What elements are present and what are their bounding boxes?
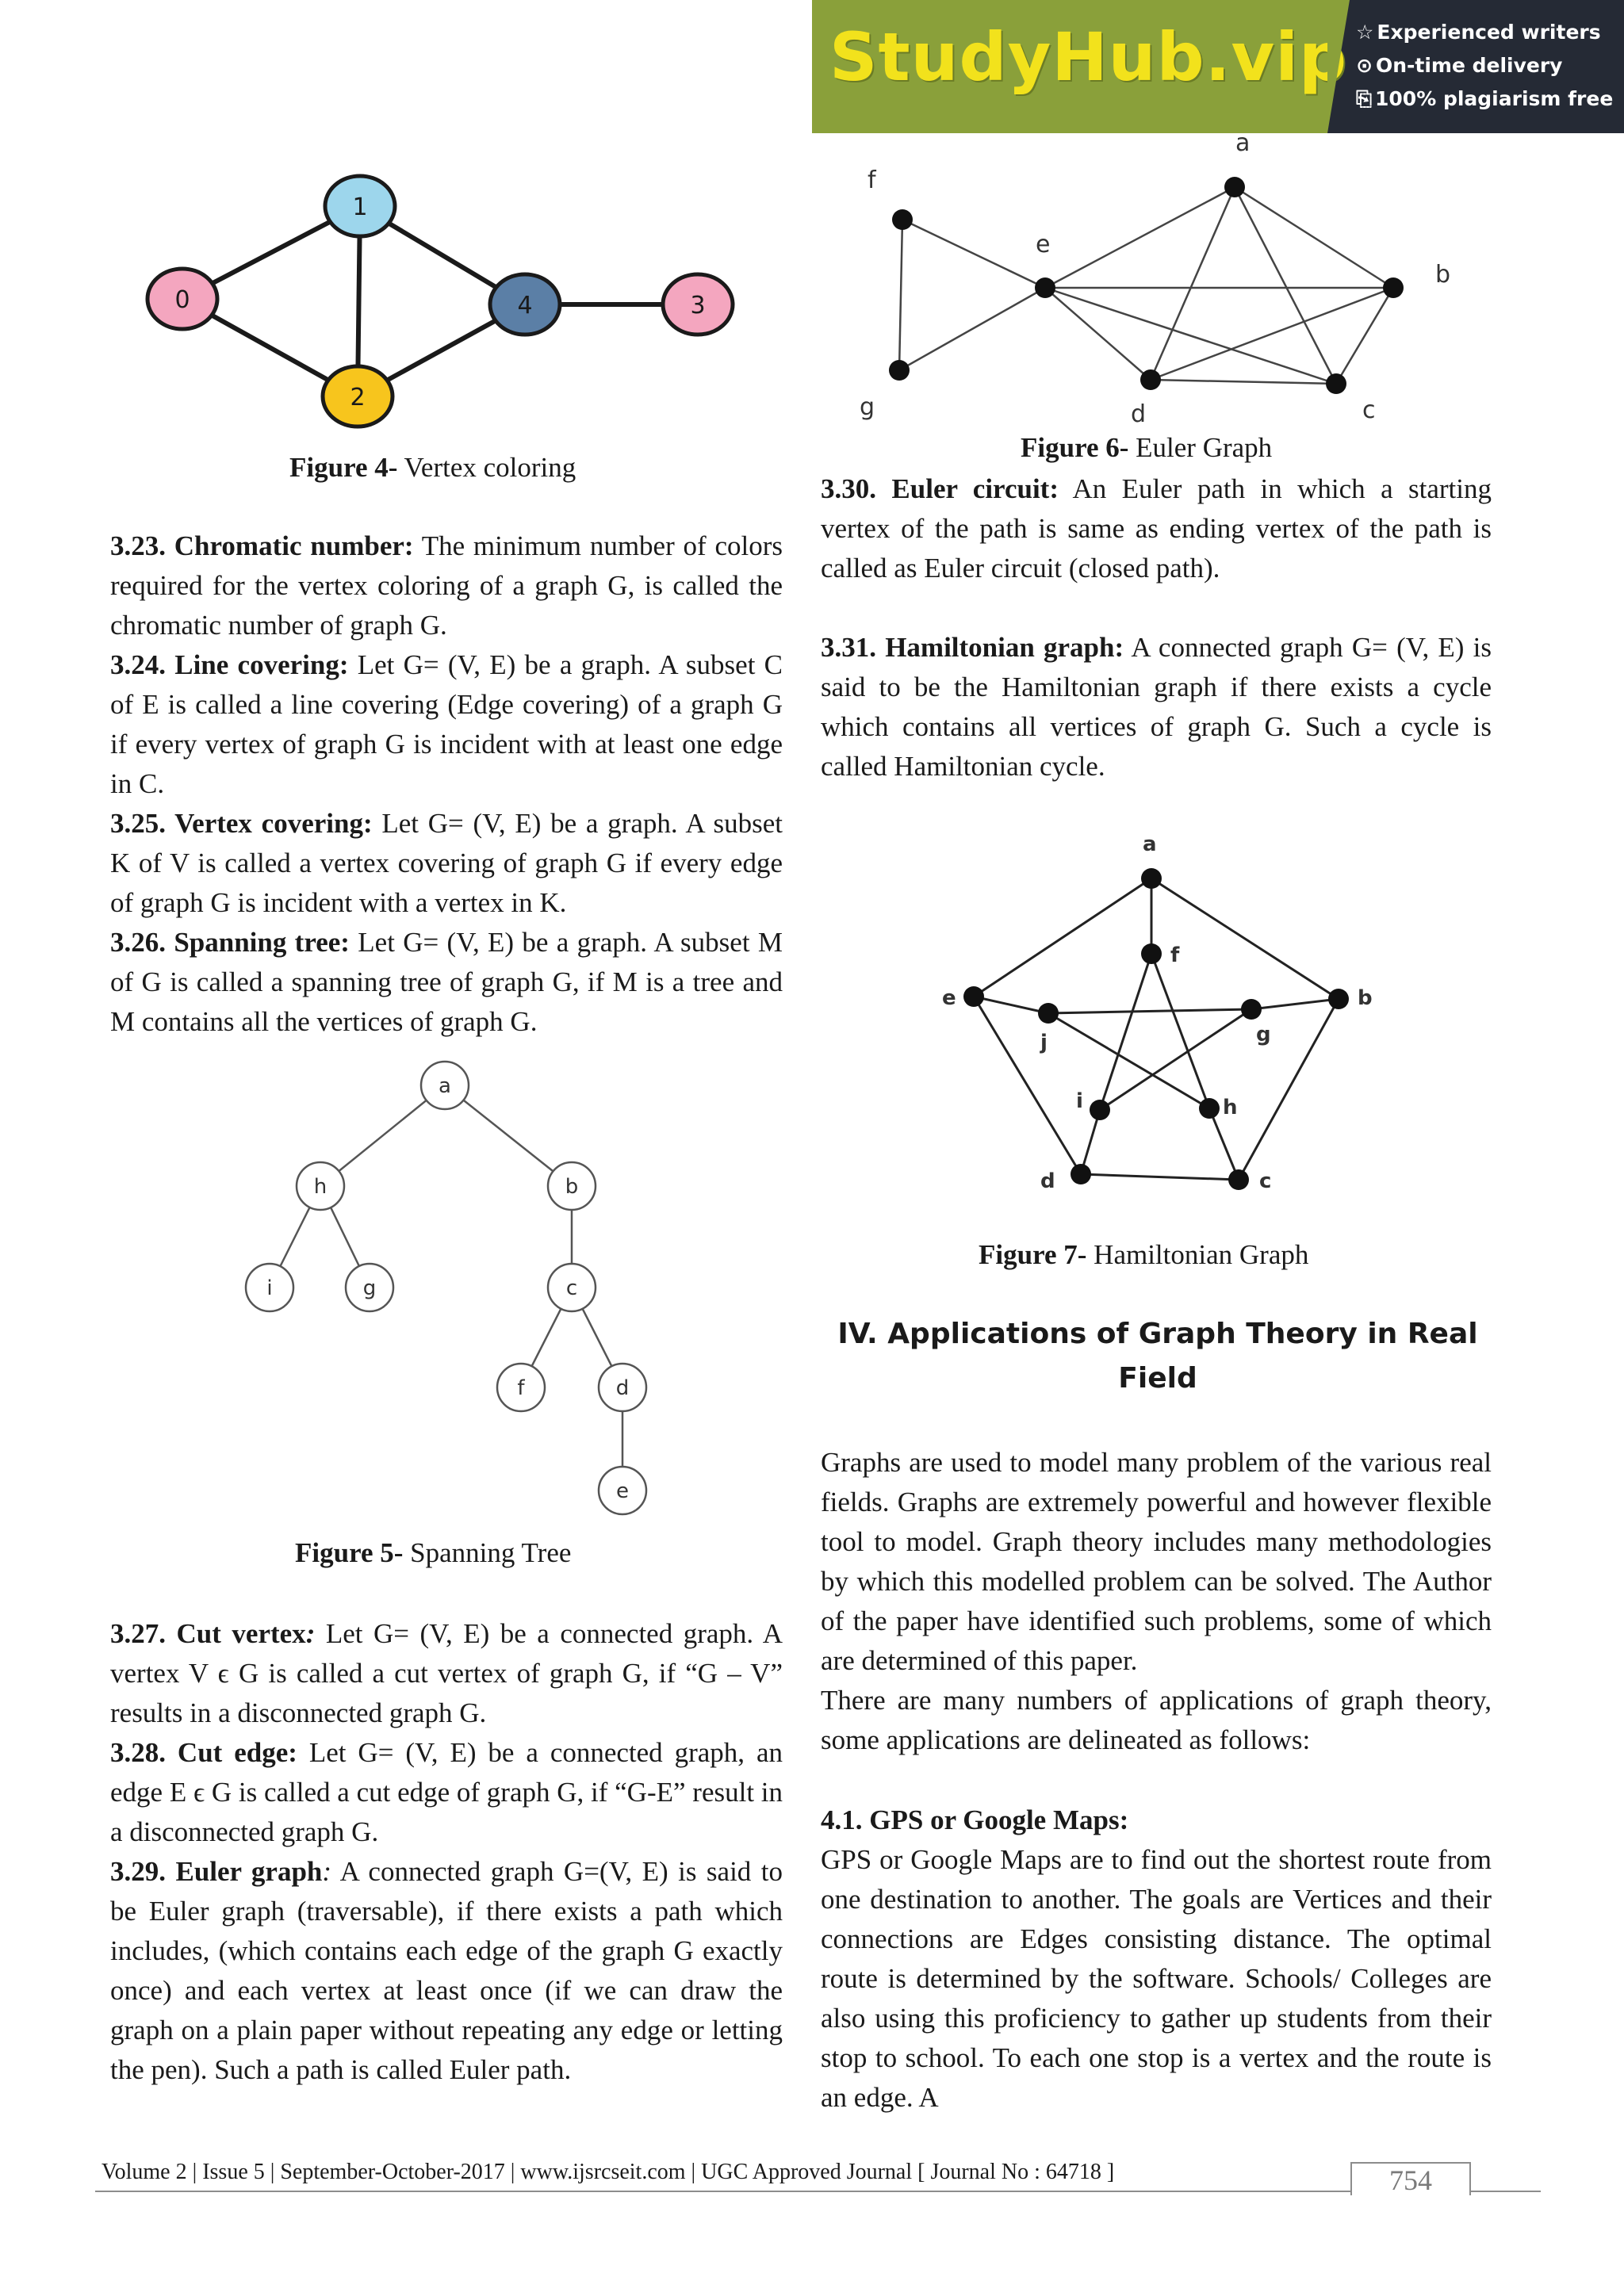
intro-paragraph (821, 1443, 1492, 1760)
star-icon: ☆ (1356, 21, 1374, 44)
caption-text: Hamiltonian Graph (1086, 1239, 1309, 1270)
node-label: 3 (690, 292, 706, 320)
banner-feature-label: On-time delivery (1375, 54, 1563, 77)
section-3-31 (821, 628, 1492, 786)
figure-4-caption (289, 452, 576, 484)
node-i (1090, 1100, 1110, 1120)
edge-d-c (1151, 380, 1336, 384)
node-label: g (1256, 1023, 1271, 1047)
section-3-27 (110, 1614, 783, 2090)
footer-citation: Volume 2 | Issue 5 | September-October-2017 | www.ijsrcseit.com | UGC Approved Journal [ Journal No : 64718 ] (102, 2160, 1115, 2184)
edge-e-j (974, 997, 1048, 1013)
node-label: f (517, 1376, 525, 1400)
edge-b-g (1251, 999, 1339, 1009)
term-definition: Let G= (V, E) be a connected graph, an edge E ϵ G is called a cut edge of graph G, if “G-E” result in a disconnected graph G. (110, 1737, 783, 1847)
edge-g-e (899, 288, 1045, 370)
edge-g-i (1100, 1009, 1251, 1110)
node-c (1326, 373, 1346, 394)
node-label: g (362, 1276, 377, 1300)
edge-e-a (974, 878, 1151, 997)
figure-6-graph (841, 127, 1491, 428)
edge-e-a (1045, 187, 1235, 288)
node-label: f (1170, 943, 1180, 967)
banner-feature-label: Experienced writers (1377, 21, 1601, 44)
node-f (1141, 943, 1162, 964)
node-f (892, 209, 913, 230)
caption-text: Spanning Tree (403, 1537, 572, 1568)
edge-a-b (1151, 878, 1339, 999)
node-label: c (1259, 1169, 1272, 1193)
section-heading: IV. Applications of Graph Theory in Real Field (837, 1318, 1478, 1395)
document-icon: ⎘ (1356, 87, 1373, 110)
node-g (889, 360, 910, 381)
node-label: 2 (350, 384, 366, 411)
edge-h-j (1048, 1013, 1209, 1108)
node-d (1071, 1164, 1091, 1184)
section-3-23 (110, 526, 783, 1042)
node-label: h (1223, 1096, 1238, 1119)
node-a (1141, 868, 1162, 889)
section-3-30 (821, 469, 1492, 588)
node-b (1328, 989, 1349, 1009)
node-label: b (1358, 986, 1373, 1010)
node-label: d (1131, 400, 1147, 428)
node-label: b (565, 1175, 579, 1199)
term-label: 3.28. Cut edge: (110, 1737, 297, 1768)
edge-a-b (1235, 187, 1393, 288)
edge-b-c (1336, 288, 1393, 384)
node-label: a (439, 1074, 451, 1098)
figure-6-caption (1021, 432, 1272, 464)
figure-4-graph (135, 163, 745, 436)
term-definition: Let G= (V, E) be a graph. A subset K of V is called a vertex covering of graph G if every edge of graph G is incident with a vertex in K. (110, 808, 783, 918)
node-d (1140, 369, 1161, 390)
node-label: g (860, 393, 875, 421)
term-label: 3.26. Spanning tree: (110, 927, 350, 958)
figure-7-graph (928, 828, 1388, 1201)
node-h (1199, 1098, 1220, 1119)
clock-icon: ⊙ (1356, 54, 1373, 77)
node-label: e (942, 986, 956, 1010)
node-label: 1 (352, 193, 368, 221)
edge-f-e (902, 220, 1045, 288)
term-definition: Let G= (V, E) be a connected graph. A vertex V ϵ G is called a cut vertex of graph G, if “G – V” results in a disconnected graph G. (110, 1618, 783, 1728)
caption-label: Figure 5- (295, 1537, 404, 1568)
term-colon: : (322, 1856, 332, 1887)
node-label: e (616, 1479, 629, 1503)
banner-feature-plagiarism (1356, 87, 1613, 111)
node-label: h (313, 1175, 327, 1199)
term-definition: The minimum number of colors required for the vertex coloring of a graph G, is called the chromatic number of graph G. (110, 530, 783, 641)
edge-a-d (1151, 187, 1235, 380)
banner-feature-writers (1356, 21, 1601, 44)
intro-text: Graphs are used to model many problem of the various real fields. Graphs are extremely powerful and however flexible tool to model. Graph theory includes many methodologies by which this modelled problem can be solved. The Author of the paper have identified such problems, some of which are determined of this paper. (821, 1447, 1492, 1676)
caption-text: Euler Graph (1128, 432, 1273, 463)
node-label: c (565, 1276, 578, 1300)
node-g (1241, 999, 1262, 1020)
banner-feature-delivery (1356, 54, 1562, 77)
node-label: i (266, 1276, 273, 1300)
node-label: d (1040, 1169, 1055, 1193)
term-definition: A connected graph G= (V, E) is said to be the Hamiltonian graph if there exists a cycle which contains all vertices of graph G. Such a cycle is called Hamiltonian cycle. (821, 632, 1492, 782)
node-label: j (1040, 1031, 1048, 1054)
banner-logo-text: StudyHub.vip (829, 18, 1348, 96)
node-label: i (1076, 1089, 1083, 1113)
term-definition: Let G= (V, E) be a graph. A subset M of G is called a spanning tree of graph G, if M is a tree and M contains all the vertices of graph G. (110, 927, 783, 1037)
node-b (1383, 277, 1404, 298)
banner-logo-panel (812, 0, 1348, 133)
edge-i-f (1100, 954, 1151, 1110)
figure-5-tree (222, 1047, 682, 1522)
edge-c-d (1081, 1174, 1239, 1180)
node-label: c (1362, 396, 1376, 424)
page-number: 754 (1389, 2164, 1432, 2196)
node-c (1228, 1169, 1249, 1190)
node-label: f (868, 166, 876, 194)
node-label: 0 (174, 286, 190, 314)
node-label: 4 (517, 292, 533, 320)
caption-text: Vertex coloring (397, 452, 576, 483)
node-e (963, 986, 984, 1007)
node-label: d (615, 1376, 630, 1400)
node-label: a (1235, 129, 1251, 157)
term-label: 3.23. Chromatic number: (110, 530, 414, 561)
node-a (1224, 177, 1245, 197)
edge-a-c (1235, 187, 1336, 384)
node-label: e (1036, 231, 1051, 258)
term-label: 3.25. Vertex covering: (110, 808, 373, 839)
node-label: b (1435, 261, 1451, 289)
figure-7-caption (979, 1239, 1308, 1271)
term-label: 3.31. Hamiltonian graph: (821, 632, 1124, 663)
term-colon: : (305, 1618, 316, 1649)
term-definition: Let G= (V, E) be a graph. A subset C of E is called a line covering (Edge covering) of a graph G if every vertex of graph G is incident with at least one edge in C. (110, 649, 783, 799)
edge-e-d (1045, 288, 1151, 380)
term-label: 3.24. Line covering: (110, 649, 349, 680)
banner-feature-label: 100% plagiarism free (1375, 87, 1614, 110)
term-label: 3.29. Euler graph (110, 1856, 323, 1887)
subsection-4-1-body: GPS or Google Maps are to find out the shortest route from one destination to another. The goals are Vertices and their connections are Edges consisting distance. The optimal route is determined by the software. Schools/ Colleges are also using this proficiency to gather up students from their stop to school. To each one stop is a vertex and the route is an edge. A (821, 1844, 1492, 2113)
figure-5-caption (295, 1537, 571, 1569)
edge-b-c (1239, 999, 1339, 1180)
edge-e-c (1045, 288, 1336, 384)
term-label: 3.27. Cut vertex (110, 1618, 306, 1649)
banner-divider (1327, 0, 1350, 133)
caption-label: Figure 7- (979, 1239, 1087, 1270)
term-definition: A connected graph G=(V, E) is said to be Euler graph (traversable), if there exists a path which includes, (which contains each edge of the graph G exactly once) and each vertex at least once (if we can draw the graph on a plain paper without repeating any edge or letting the pen). Such a path is called Euler path. (110, 1856, 783, 2085)
footer-rule (95, 2191, 1541, 2192)
edge-j-g (1048, 1009, 1251, 1013)
term-label: 3.30. Euler circuit: (821, 473, 1059, 504)
edge-f-g (899, 220, 902, 370)
studyhub-banner[interactable] (812, 0, 1624, 133)
edge-f-h (1151, 954, 1209, 1108)
node-label: a (1143, 832, 1157, 856)
node-e (1035, 277, 1055, 298)
node-j (1038, 1003, 1059, 1024)
caption-label: Figure 4- (289, 452, 398, 483)
subsection-4-1-heading: 4.1. GPS or Google Maps: (821, 1804, 1129, 1835)
caption-label: Figure 6- (1021, 432, 1129, 463)
term-definition: An Euler path in which a starting vertex of the path is same as ending vertex of the path is called as Euler circuit (closed path). (821, 473, 1492, 584)
intro-text: There are many numbers of applications of graph theory, some applications are delineated as follows: (821, 1685, 1492, 1755)
